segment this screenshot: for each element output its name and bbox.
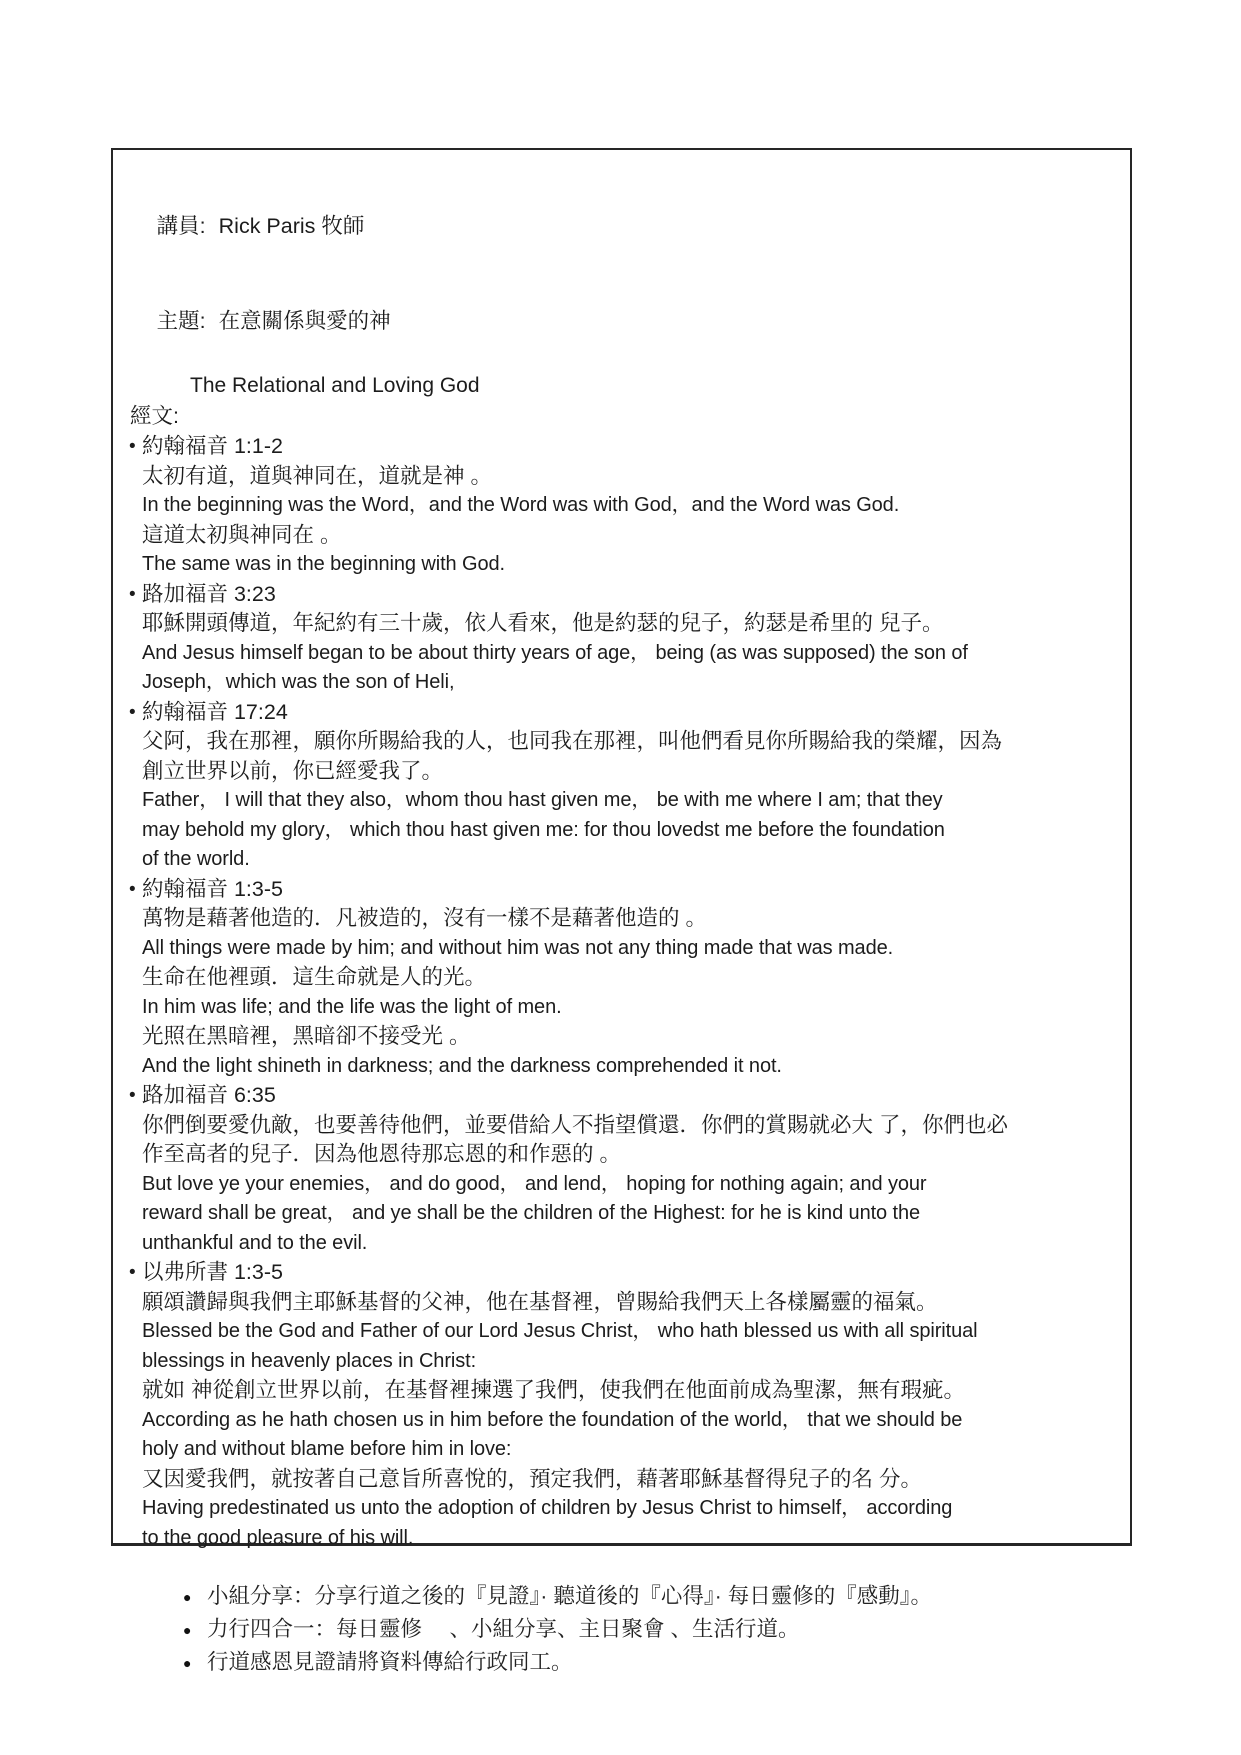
scripture-line: 願頌讚歸與我們主耶穌基督的父神，他在基督裡，曾賜給我們天上各樣屬靈的福氣。 [142, 1289, 938, 1314]
scripture-reference-text: 以弗所書 1:3-5 [142, 1260, 283, 1284]
topic-label: 主題: [156, 309, 206, 333]
scripture-reference-text: 約翰福音 1:1-2 [142, 434, 283, 458]
scripture-line: holy and without blame before him in love: [142, 1438, 512, 1460]
scripture-list [129, 432, 1102, 1553]
scripture-line: to the good pleasure of his will. [142, 1526, 414, 1549]
bullet-icon: • [129, 878, 136, 900]
footer-bullet-icon: ● [183, 1589, 192, 1605]
footer-text: 力行四合一：每日靈修 、小組分享、主日聚會 、生活行道。 [207, 1617, 800, 1641]
scripture-line: 萬物是藉著他造的．凡被造的，沒有一樣不是藉著他造的 。 [142, 906, 707, 930]
footer-text: 行道感恩見證請將資料傳給行政同工。 [207, 1650, 573, 1674]
scripture-item-luke-3-23 [129, 580, 1102, 698]
footer-item-group-sharing [183, 1580, 1143, 1613]
scripture-line: 生命在他裡頭．這生命就是人的光。 [142, 965, 487, 989]
speaker-value: Rick Paris 牧師 [218, 214, 365, 238]
footer-item-testimony [183, 1646, 1143, 1679]
scripture-line: And Jesus himself began to be about thirty years of age， being (as was supposed) the son of [142, 641, 968, 664]
scripture-reference [129, 1081, 1102, 1111]
scripture-line: 太初有道，道與神同在，道就是神 。 [142, 463, 492, 488]
scripture-item-ephesians-1-3-5 [129, 1258, 1102, 1553]
scripture-line: 就如 神從創立世界以前，在基督裡揀選了我們，使我們在他面前成為聖潔，無有瑕疵。 [142, 1378, 965, 1402]
scripture-line: 耶穌開頭傳道，年紀約有三十歲，依人看來，他是約瑟的兒子，約瑟是希里的 兒子。 [142, 611, 944, 635]
bullet-icon: • [129, 583, 136, 605]
scripture-item-john-1-1-2 [129, 432, 1102, 580]
scripture-reference [129, 580, 1102, 610]
content-box [111, 148, 1132, 1549]
scripture-line: may behold my glory， which thou hast given me: for thou lovedst me before the foundation [142, 818, 945, 841]
scripture-reference [129, 432, 1102, 462]
scripture-line: Joseph，which was the son of Heli, [142, 671, 455, 693]
scripture-line: According as he hath chosen us in him before the foundation of the world， that we should be [142, 1408, 963, 1431]
scripture-reference-text: 約翰福音 1:3-5 [142, 876, 283, 901]
scripture-line: Blessed be the God and Father of our Lord Jesus Christ， who hath blessed us with all spiritual [142, 1320, 978, 1342]
topic-value-en: The Relational and Loving God [190, 374, 480, 397]
speaker-label: 講員: [156, 214, 206, 238]
scripture-item-john-17-24 [129, 698, 1102, 875]
bullet-icon: • [129, 701, 136, 723]
scripture-line: All things were made by him; and without him was not any thing made that was made. [142, 936, 894, 959]
bullet-icon: • [129, 1085, 136, 1106]
footer-notes [183, 1580, 1143, 1679]
footer-text: 小組分享：分享行道之後的『見證』· 聽道後的『心得』· 每日靈修的『感動』。 [207, 1584, 933, 1608]
scripture-line: blessings in heavenly places in Christ: [142, 1349, 477, 1372]
scripture-line: 這道太初與神同在 。 [142, 522, 342, 547]
scripture-reference [129, 698, 1102, 728]
scripture-line: And the light shineth in darkness; and the darkness comprehended it not. [142, 1054, 782, 1077]
scripture-reference [129, 1258, 1102, 1288]
scripture-line: In him was life; and the life was the light of men. [142, 995, 562, 1018]
topic-value-zh: 在意關係與愛的神 [218, 309, 391, 333]
document-header [130, 180, 1102, 432]
scripture-line: 作至高者的兒子．因為他恩待那忘恩的和作惡的 。 [142, 1142, 621, 1166]
scripture-line: 父阿，我在那裡，願你所賜給我的人，也同我在那裡，叫他們看見你所賜給我的榮耀，因為 [142, 729, 1003, 753]
scripture-line: 又因愛我們，就按著自己意旨所喜悅的，預定我們，藉著耶穌基督得兒子的名 分。 [142, 1466, 922, 1491]
scripture-line: Father， I will that they also，whom thou hast given me， be with me where I am; that they [142, 789, 943, 811]
scripture-line: But love ye your enemies， and do good， and lend， hoping for nothing again; and your [142, 1172, 927, 1195]
scripture-section-label: 經文: [130, 404, 179, 428]
scripture-reference-text: 路加福音 6:35 [142, 1083, 276, 1107]
footer-item-four-in-one [183, 1613, 1143, 1646]
scripture-reference-text: 約翰福音 17:24 [142, 699, 288, 724]
footer-bullet-icon: ● [183, 1622, 192, 1638]
scripture-line: of the world. [142, 848, 250, 870]
scripture-item-john-1-3-5 [129, 875, 1102, 1082]
scripture-item-luke-6-35 [129, 1081, 1102, 1258]
bullet-icon: • [129, 436, 136, 457]
scripture-line: 光照在黑暗裡，黑暗卻不接受光 。 [142, 1024, 471, 1048]
scripture-reference-text: 路加福音 3:23 [142, 581, 276, 606]
scripture-line: 創立世界以前，你已經愛我了。 [142, 758, 444, 783]
scripture-line: unthankful and to the evil. [142, 1231, 368, 1254]
speaker-line [130, 180, 1102, 275]
scripture-line: Having predestinated us unto the adoption of children by Jesus Christ to himself， according [142, 1497, 953, 1519]
scripture-line: In the beginning was the Word，and the Word was with God，and the Word was God. [142, 494, 900, 516]
footer-bullet-icon: ● [183, 1655, 192, 1671]
scripture-line: reward shall be great， and ye shall be the children of the Highest: for he is kind unto the [142, 1202, 921, 1224]
bullet-icon: • [129, 1262, 136, 1283]
scripture-line: 你們倒要愛仇敵，也要善待他們，並要借給人不指望償還．你們的賞賜就必大 了，你們也必 [142, 1112, 1008, 1137]
topic-line [130, 275, 1102, 370]
scripture-line: The same was in the beginning with God. [142, 553, 505, 575]
scripture-reference [129, 875, 1102, 905]
